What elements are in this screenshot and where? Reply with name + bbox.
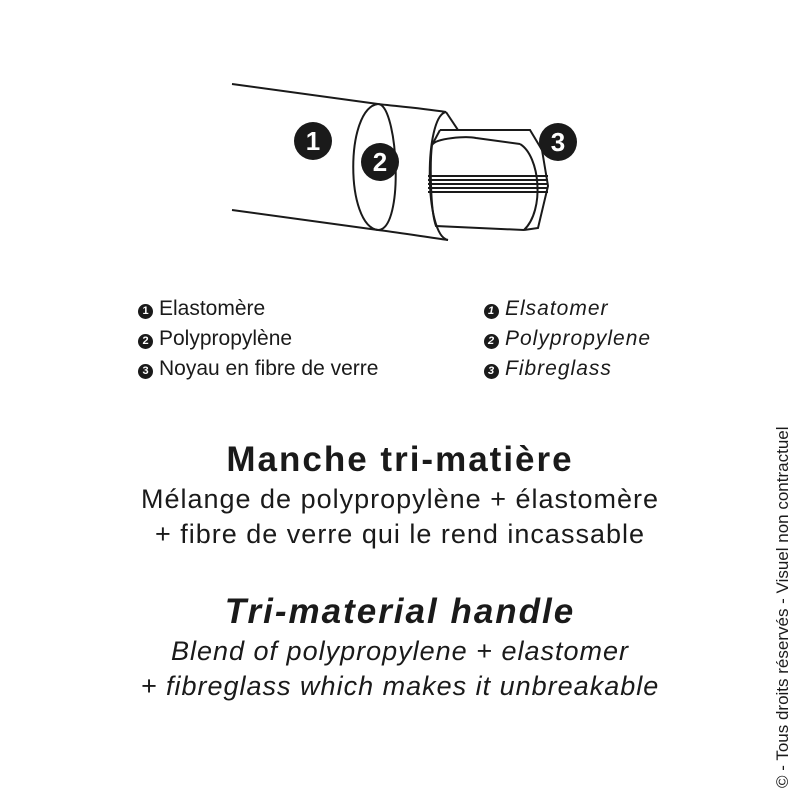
legend-en-label: Polypropylene [505,327,652,350]
marker-1 [294,122,332,160]
handle-cross-section-diagram [0,0,800,290]
legend-fr-item [138,294,378,324]
legend-en-label: Fibreglass [505,357,612,380]
marker-3 [539,123,577,161]
legend-french [138,294,378,384]
legend-fr-item [138,354,378,384]
legend-fr-label: Polypropylène [159,327,293,350]
number-badge: 1 [138,304,153,319]
legend-en-item [484,324,651,354]
legend-english [484,294,651,384]
number-badge: 3 [138,364,153,379]
legend-en-item [484,354,651,384]
number-badge: 3 [484,364,499,379]
french-description-line-2: + fibre de verre qui le rend incassable [154,519,645,549]
copyright-notice: © - Tous droits réservés - Visuel non contractuel [773,426,792,788]
english-title: Tri-material handle [224,592,576,631]
french-description-line-1: Mélange de polypropylène + élastomère [140,484,660,514]
marker-3-label: 3 [550,127,566,157]
marker-2 [361,143,399,181]
marker-2-label: 2 [372,147,388,177]
number-badge: 1 [484,304,499,319]
marker-1-label: 1 [305,126,321,156]
english-description-line-2: + fibreglass which makes it unbreakable [140,671,660,701]
number-badge: 2 [484,334,499,349]
legend-fr-label: Noyau en fibre de verre [159,357,379,380]
legend-fr-item [138,324,378,354]
fibreglass-core [428,112,548,230]
french-title: Manche tri-matière [226,440,574,479]
legend-en-label: Elsatomer [505,297,609,320]
legend-en-item [484,294,651,324]
english-description-line-1: Blend of polypropylene + elastomer [170,636,629,666]
legend-fr-label: Elastomère [159,297,266,320]
number-badge: 2 [138,334,153,349]
